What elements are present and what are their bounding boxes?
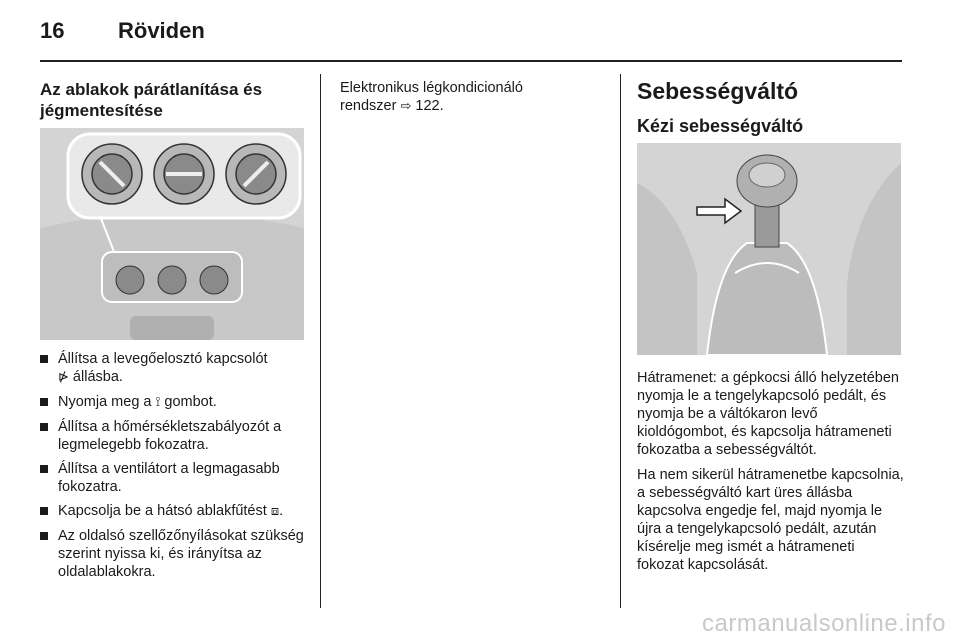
rear-defrost-icon: ⧈	[270, 504, 280, 519]
ac-icon: ⟟	[155, 395, 161, 410]
section-title-gearbox: Sebességváltó	[637, 78, 799, 104]
section-heading-defrost: Az ablakok párátlanítása és jégmentesítése	[40, 80, 263, 120]
column-divider-1	[320, 74, 321, 608]
list-item: Az oldalsó szellőzőnyílásokat szükség szerint nyissa ki, és irányítsa az oldalablakokra.	[40, 527, 308, 581]
reverse-gear-paragraph: Hátramenet: a gépkocsi álló helyzetében nyomja le a tengelykapcsoló pedált, és nyomja be a váltókaron levő kioldógombot, és kapcsolja hátrameneti fokozatba a sebességváltót.	[637, 370, 899, 458]
bullet-icon	[40, 398, 48, 406]
gearbox-text	[637, 369, 905, 581]
list-item: Állítsa a levegőelosztó kapcsolót ⋫ állásba.	[40, 350, 308, 387]
gear-lever-illustration	[637, 143, 901, 355]
climate-control-drawing	[40, 128, 304, 340]
column-divider-2	[620, 74, 621, 608]
list-item: Állítsa a ventilátort a legmagasabb fokozatra.	[40, 460, 308, 496]
bullet-icon	[40, 465, 48, 473]
list-item: Nyomja meg a ⟟ gombot.	[40, 393, 308, 412]
reverse-gear-retry-paragraph: Ha nem sikerül hátramenetbe kapcsolnia, a sebességváltó kart üres állásba kapcsolva engedje fel, majd nyomja le újra a tengelykapcsoló pedált, azután kísérelje meg ismét a hátrameneti fokozat kapcsolását.	[637, 467, 904, 573]
page-title: Röviden	[118, 18, 205, 43]
gear-lever-drawing	[637, 143, 901, 355]
page-number: 16	[40, 18, 65, 43]
subsection-title-manual: Kézi sebességváltó	[637, 116, 804, 136]
windshield-defrost-icon: ⋫	[58, 370, 69, 385]
climate-reference: Elektronikus légkondicionáló rendszer ⇨ 122.	[340, 80, 523, 114]
header-rule	[40, 60, 902, 62]
list-item: Kapcsolja be a hátsó ablakfűtést ⧈.	[40, 502, 308, 521]
bullet-icon	[40, 355, 48, 363]
bullet-icon	[40, 532, 48, 540]
defrost-steps	[40, 350, 308, 587]
bullet-icon	[40, 507, 48, 515]
left-column	[40, 79, 308, 121]
watermark: carmanualsonline.info	[702, 610, 946, 637]
page-reference-arrow-icon: ⇨	[400, 99, 412, 114]
climate-control-illustration	[40, 128, 304, 340]
defrost-step-list	[40, 350, 308, 581]
page-reference-link[interactable]: 122.	[411, 98, 444, 114]
right-column	[637, 77, 905, 137]
middle-column	[340, 79, 610, 123]
bullet-icon	[40, 423, 48, 431]
list-item: Állítsa a hőmérsékletszabályozót a legmelegebb fokozatra.	[40, 418, 308, 454]
